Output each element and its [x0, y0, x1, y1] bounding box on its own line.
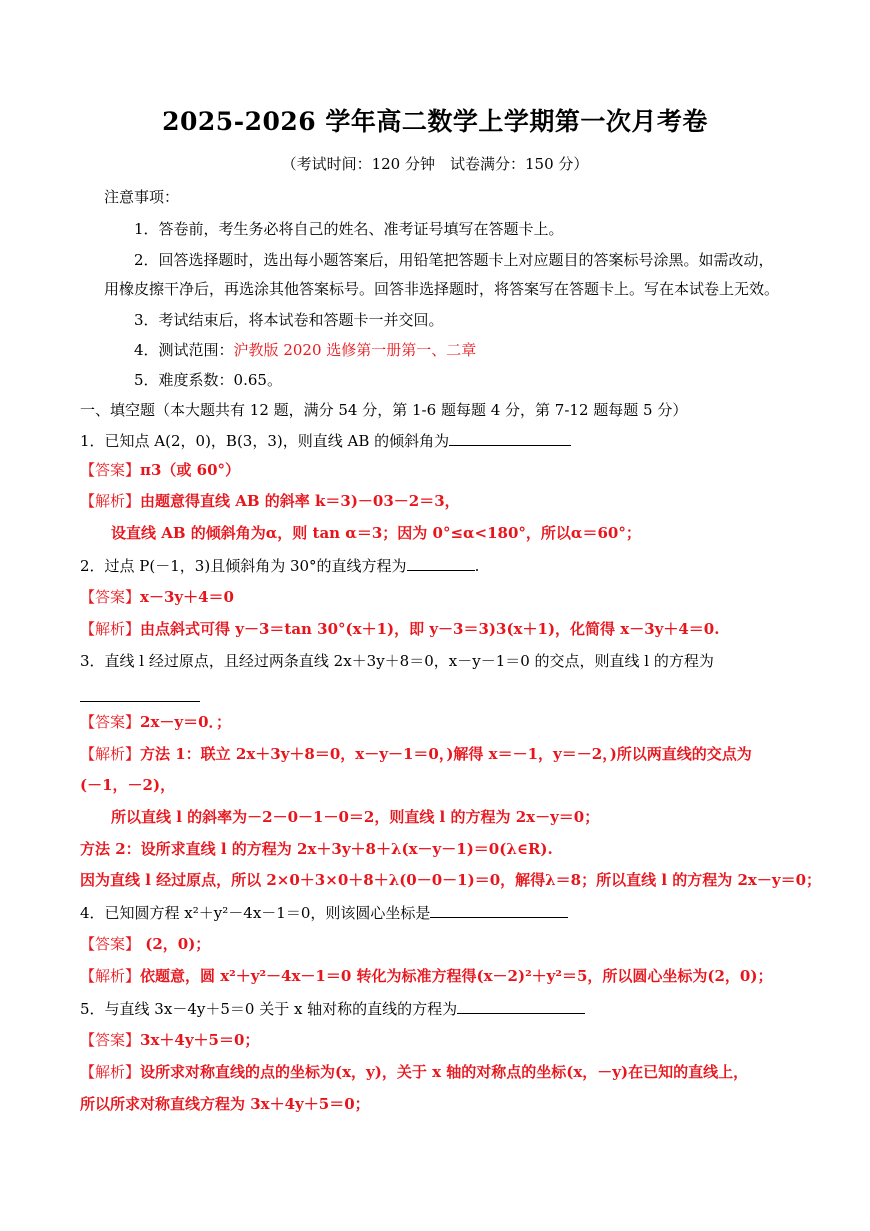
analysis-text: 方法 1：联立 2x＋3y＋8＝0，x－y－1＝0，)解得 x＝－1，y＝－2，)所以两直线的交点为	[140, 745, 752, 763]
analysis-label: 【解析】	[80, 967, 141, 985]
notice-heading: 注意事项：	[104, 188, 180, 206]
analysis-1	[80, 490, 460, 512]
analysis-3-line-4: 方法 2：设所求直线 l 的方程为 2x＋3y＋8＋λ(x－y－1)＝0(λ∈R).	[80, 840, 553, 858]
answer-blank	[407, 554, 475, 571]
analysis-3-line-3: 所以直线 l 的斜率为－2－0－1－0＝2，则直线 l 的方程为 2x－y＝0；	[111, 808, 600, 826]
page-title: 2025-2026 学年高二数学上学期第一次月考卷	[162, 107, 708, 136]
analysis-label: 【解析】	[80, 745, 141, 763]
analysis-2	[80, 618, 719, 640]
analysis-1-line-2: 设直线 AB 的倾斜角为α，则 tan α＝3；因为 0°≤α<180°，所以α＝60°；	[111, 524, 641, 542]
answer-label: 【答案】	[80, 461, 141, 479]
answer-3	[80, 711, 231, 733]
answer-5	[80, 1029, 259, 1051]
question-text: 4．已知圆方程 x²＋y²－4x－1＝0，则该圆心坐标是	[80, 904, 431, 922]
analysis-3-line-5: 因为直线 l 经过原点，所以 2×0＋3×0＋8＋λ(0－0－1)＝0，解得λ＝8；所以直线 l 的方程为 2x－y＝0；	[80, 871, 822, 889]
answer-text: (2，0)；	[140, 935, 211, 953]
analysis-5-line-2: 所以所求对称直线方程为 3x＋4y＋5＝0；	[80, 1095, 370, 1113]
answer-label: 【答案】	[80, 1031, 141, 1049]
analysis-label: 【解析】	[80, 1063, 141, 1081]
question-4	[80, 901, 568, 924]
answer-text: 2x－y＝0．；	[140, 713, 232, 731]
question-text: 2．过点 P(－1，3)且倾斜角为 30°的直线方程为	[80, 557, 407, 575]
analysis-3	[80, 743, 752, 765]
answer-1	[80, 459, 240, 481]
answer-blank	[80, 685, 200, 702]
analysis-text: 依题意，圆 x²＋y²－4x－1＝0 转化为标准方程得(x－2)²＋y²＝5，所以圆心坐标为(2，0)；	[140, 967, 773, 985]
answer-blank	[457, 997, 585, 1014]
analysis-5	[80, 1061, 748, 1083]
analysis-label: 【解析】	[80, 492, 141, 510]
analysis-text: 设所求对称直线的点的坐标为(x，y)，关于 x 轴的对称点的坐标(x，－y)在已知的直线上，	[140, 1063, 749, 1081]
answer-4	[80, 933, 210, 955]
test-scope: 沪教版 2020 选修第一册第一、二章	[233, 341, 477, 359]
notice-item-4	[134, 339, 476, 361]
question-3: 3．直线 l 经过原点，且经过两条直线 2x＋3y＋8＝0，x－y－1＝0 的交点，则直线 l 的方程为	[80, 652, 714, 670]
answer-label: 【答案】	[80, 588, 141, 606]
question-1	[80, 429, 571, 452]
analysis-text: 由点斜式可得 y－3＝tan 30°(x＋1)，即 y－3＝3)3(x＋1)，化简得 x－3y＋4＝0.	[140, 620, 720, 638]
answer-text: 3x＋4y＋5＝0；	[140, 1031, 260, 1049]
analysis-label: 【解析】	[80, 620, 141, 638]
notice-item-2a: 2．回答选择题时，选出每小题答案后，用铅笔把答题卡上对应题目的答案标号涂黑。如需改动，	[134, 251, 774, 269]
answer-label: 【答案】	[80, 713, 141, 731]
analysis-text: 由题意得直线 AB 的斜率 k＝3)－03－2＝3，	[140, 492, 460, 510]
notice-item-3: 3．考试结束后，将本试卷和答题卡一并交回。	[134, 311, 444, 329]
question-text: 5．与直线 3x－4y＋5＝0 关于 x 轴对称的直线的方程为	[80, 1000, 458, 1018]
exam-info: （考试时间：120 分钟 试卷满分：150 分）	[281, 155, 589, 173]
question-end: .	[474, 557, 480, 575]
question-2	[80, 554, 479, 577]
notice-item-2b: 用橡皮擦干净后，再选涂其他答案标号。回答非选择题时，将答案写在答题卡上。写在本试卷上无效。	[104, 280, 780, 298]
answer-text: x－3y＋4＝0	[140, 588, 234, 606]
question-5	[80, 997, 585, 1020]
answer-label: 【答案】	[80, 935, 141, 953]
notice-item-1: 1．答卷前，考生务必将自己的姓名、准考证号填写在答题卡上。	[134, 220, 564, 238]
answer-text: π3（或 60°）	[140, 461, 241, 479]
answer-2	[80, 586, 234, 608]
answer-blank	[430, 901, 568, 918]
question-text: 1．已知点 A(2，0)，B(3，3)，则直线 AB 的倾斜角为	[80, 432, 450, 450]
notice-item-4-prefix: 4．测试范围：	[134, 341, 234, 359]
answer-blank	[449, 429, 571, 446]
analysis-4	[80, 965, 772, 987]
analysis-3-line-2: (－1，－2)，	[80, 776, 176, 794]
section-heading: 一、填空题（本大题共有 12 题，满分 54 分，第 1-6 题每题 4 分，第 7-12 题每题 5 分）	[80, 401, 688, 419]
notice-item-5: 5．难度系数：0.65。	[134, 371, 282, 389]
